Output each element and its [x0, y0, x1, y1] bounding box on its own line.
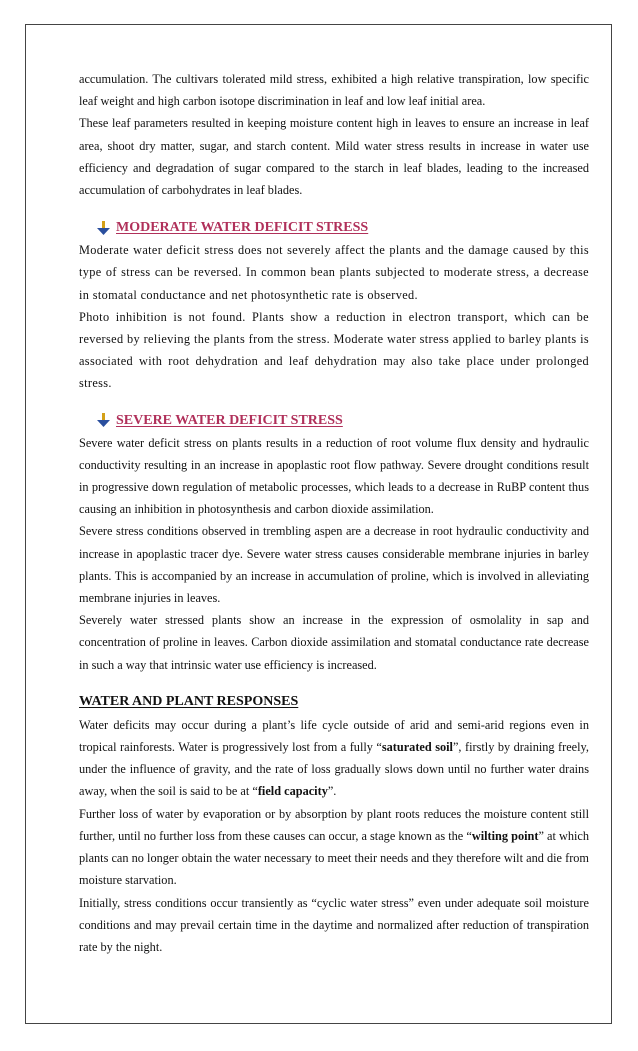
text-run: Further loss of water by evaporation or by absorption by plant roots reduces the moisture content still further, until no further loss from these causes can occur, a stage known as the “ [79, 806, 589, 843]
paragraph-responses-3: Initially, stress conditions occur transiently as “cyclic water stress” even under adequate soil moisture conditions and may prevail certain time in the daytime and normalized after reduction of transpiration rate by the night. [79, 895, 589, 954]
paragraph-moderate-2: Photo inhibition is not found. Plants show a reduction in electron transport, which can be reversed by relieving the plants from the stress. Moderate water stress applied to barley plants is associated with root dehydration and leaf dehydration may also take place under prolonged stress. [79, 309, 589, 391]
text-run: ”. [327, 784, 337, 799]
text-run: Water deficits may occur during a plant’s life cycle outside of arid and semi-arid regions even in tropical rainforests. Water is progressively lost from a fully “ [79, 717, 589, 755]
paragraph-intro-2: These leaf parameters resulted in keeping moisture content high in leaves to ensure an increase in leaf area, shoot dry matter, sugar, and starch content. Mild water stress results in increase in water use efficiency and degradation of sugar compared to the starch in leaf blades, leading to the increased accumulation of carbohydrates in leaf blades. [79, 116, 589, 198]
heading-moderate-stress [96, 218, 589, 238]
paragraph-severe-1: Severe water deficit stress on plants results in a reduction of root volume flux density and hydraulic conductivity resulting in an increase in apoplastic root flow pathway. Severe drought conditions result in progressive down regulation of metabolic processes, which leads to a decrease in RuBP content thus causing an inhibition in photosynthesis and carbon dioxide assimilation. [79, 435, 589, 517]
arrow-down-icon [96, 221, 111, 236]
arrow-down-icon [96, 413, 111, 428]
heading-severe-stress [96, 411, 589, 431]
paragraph-responses-2 [79, 803, 589, 892]
term-wilting-point: wilting point [471, 828, 539, 843]
term-saturated-soil: saturated soil [381, 740, 453, 755]
heading-severe-label: SEVERE WATER DEFICIT STRESS [116, 412, 343, 428]
text-run: ” at which plants can no longer obtain the water necessary to meet their needs and they therefore wilt and die from moisture starvation. [79, 828, 589, 888]
heading-moderate-label: MODERATE WATER DEFICIT STRESS [116, 220, 369, 236]
term-field-capacity: field capacity [257, 784, 328, 799]
paragraph-intro-1: accumulation. The cultivars tolerated mild stress, exhibited a high relative transpiration, low specific leaf weight and high carbon isotope discrimination in leaf and low leaf initial area. [79, 72, 589, 109]
heading-water-plant-responses: WATER AND PLANT RESPONSES [79, 693, 299, 709]
document-body [79, 68, 589, 958]
paragraph-responses-1 [79, 714, 589, 803]
text-run: ”, firstly by draining freely, under the influence of gravity, and the rate of loss gradually slows down until no further water drains away, when the soil is said to be at “ [79, 740, 589, 799]
paragraph-severe-3: Severely water stressed plants show an increase in the expression of osmolality in sap and concentration of proline in leaves. Carbon dioxide assimilation and stomatal conductance rate decrease in such a way that intrinsic water use efficiency is increased. [79, 613, 589, 672]
paragraph-severe-2: Severe stress conditions observed in trembling aspen are a decrease in root hydraulic conductivity and increase in apoplastic tracer dye. Severe water stress causes considerable membrane injuries in barley plants. This is accompanied by an increase in accumulation of proline, which is involved in alleviating membrane injuries in leaves. [79, 524, 589, 606]
paragraph-moderate-1: Moderate water deficit stress does not severely affect the plants and the damage caused by this type of stress can be reversed. In common bean plants subjected to moderate stress, a decrease in stomatal conductance and net photosynthetic rate is observed. [79, 243, 589, 302]
